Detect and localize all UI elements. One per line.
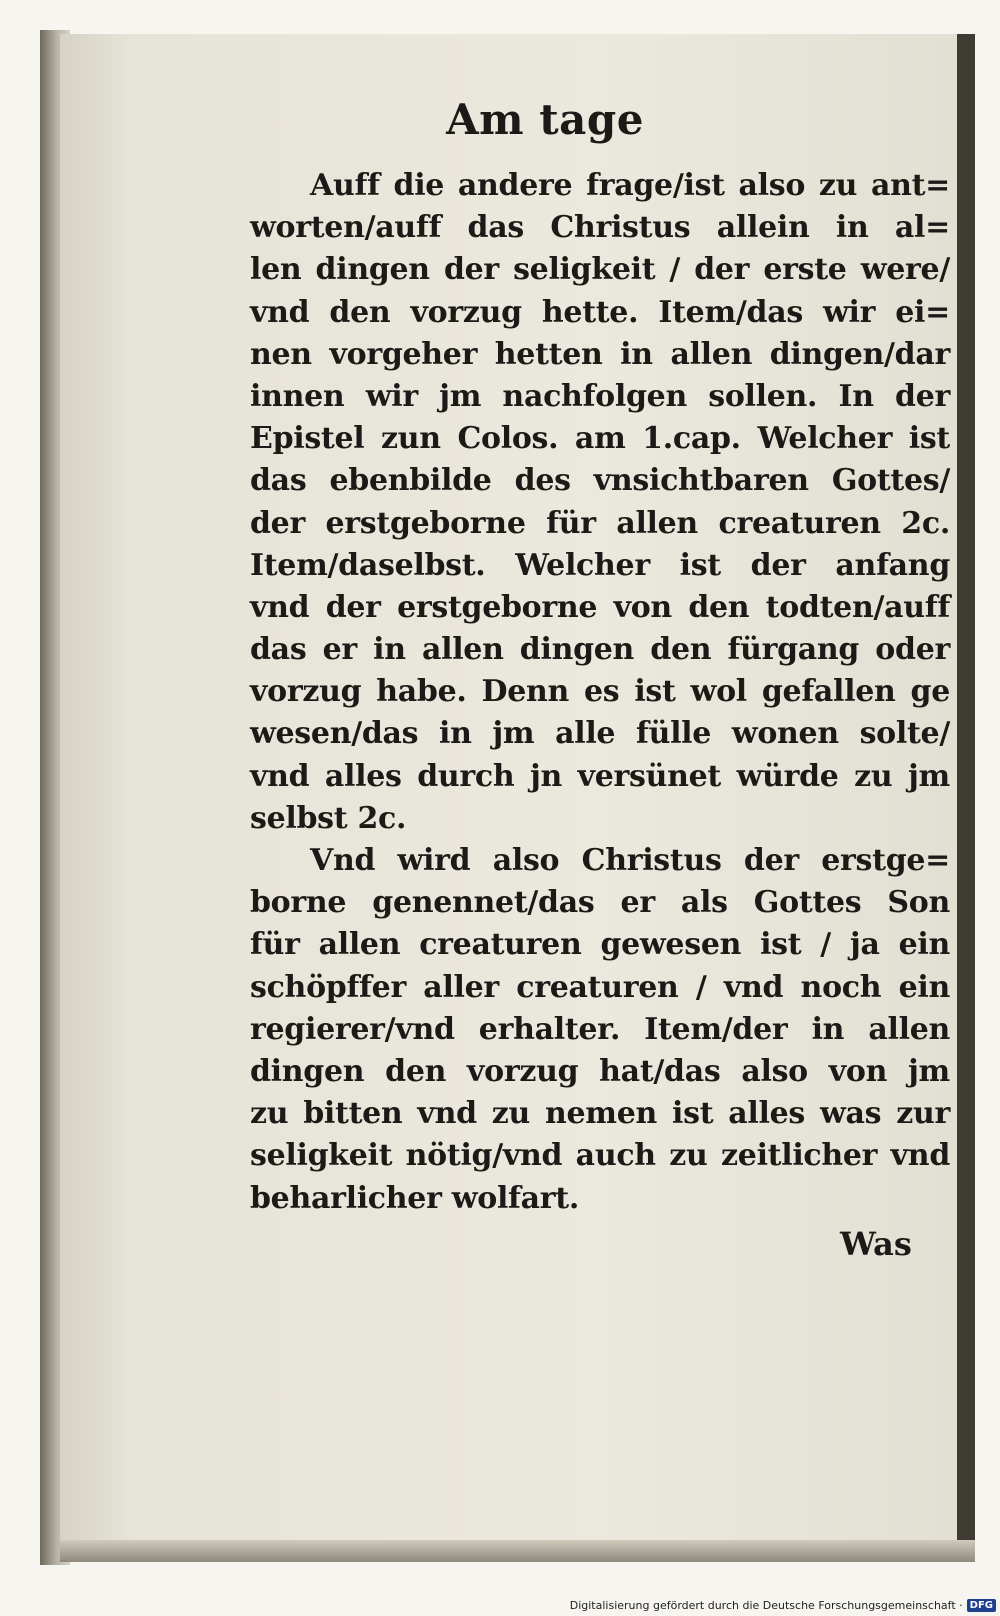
text-line: len dingen der seligkeit / der erste were/: [250, 252, 950, 288]
text-line: regierer/vnd erhalter. Item/der in allen: [250, 1011, 950, 1047]
text-line: nen vorgeher hetten in allen dingen/dar: [250, 336, 950, 372]
text-line: vorzug habe. Denn es ist wol gefallen ge: [250, 674, 950, 710]
text-line: für allen creaturen gewesen ist / ja ein: [250, 927, 950, 963]
text-line: das ebenbilde des vnsichtbaren Gottes/: [250, 463, 950, 499]
body-text: [250, 165, 950, 1220]
catchword: Was: [840, 1225, 912, 1263]
text-line: vnd der erstgeborne von den todten/auff: [250, 589, 950, 625]
text-line: worten/auff das Christus allein in al=: [250, 210, 950, 246]
text-line: borne genennet/das er als Gottes Son: [250, 885, 950, 921]
text-line: vnd den vorzug hette. Item/das wir ei=: [250, 294, 950, 330]
dfg-logo: DFG: [967, 1599, 996, 1612]
text-line: Vnd wird also Christus der erstge=: [310, 843, 950, 878]
text-line: selbst 2c.: [250, 800, 407, 836]
credit-text: Digitalisierung gefördert durch die Deutsche Forschungsgemeinschaft ·: [569, 1599, 963, 1612]
text-line: Epistel zun Colos. am 1.cap. Welcher ist: [250, 421, 950, 457]
text-line: innen wir jm nachfolgen sollen. In der: [250, 378, 950, 414]
running-head: Am tage: [446, 95, 644, 144]
text-line: wesen/das in jm alle fülle wonen solte/: [250, 716, 950, 752]
text-line: vnd alles durch jn versünet würde zu jm: [250, 758, 950, 794]
page-edge: [60, 1540, 975, 1562]
text-line: zu bitten vnd zu nemen ist alles was zur: [250, 1096, 950, 1132]
digitization-credit: [570, 1599, 996, 1612]
text-line: beharlicher wolfart.: [250, 1180, 580, 1216]
text-line: der erstgeborne für allen creaturen 2c.: [250, 505, 950, 541]
text-line: Item/daselbst. Welcher ist der anfang: [250, 547, 950, 583]
text-line: das er in allen dingen den fürgang oder: [250, 632, 950, 668]
text-line: schöpffer aller creaturen / vnd noch ein: [250, 969, 950, 1005]
text-line: Auff die andere frage/ist also zu ant=: [310, 168, 950, 203]
text-line: dingen den vorzug hat/das also von jm: [250, 1053, 950, 1089]
text-line: seligkeit nötig/vnd auch zu zeitlicher vnd: [250, 1138, 950, 1174]
